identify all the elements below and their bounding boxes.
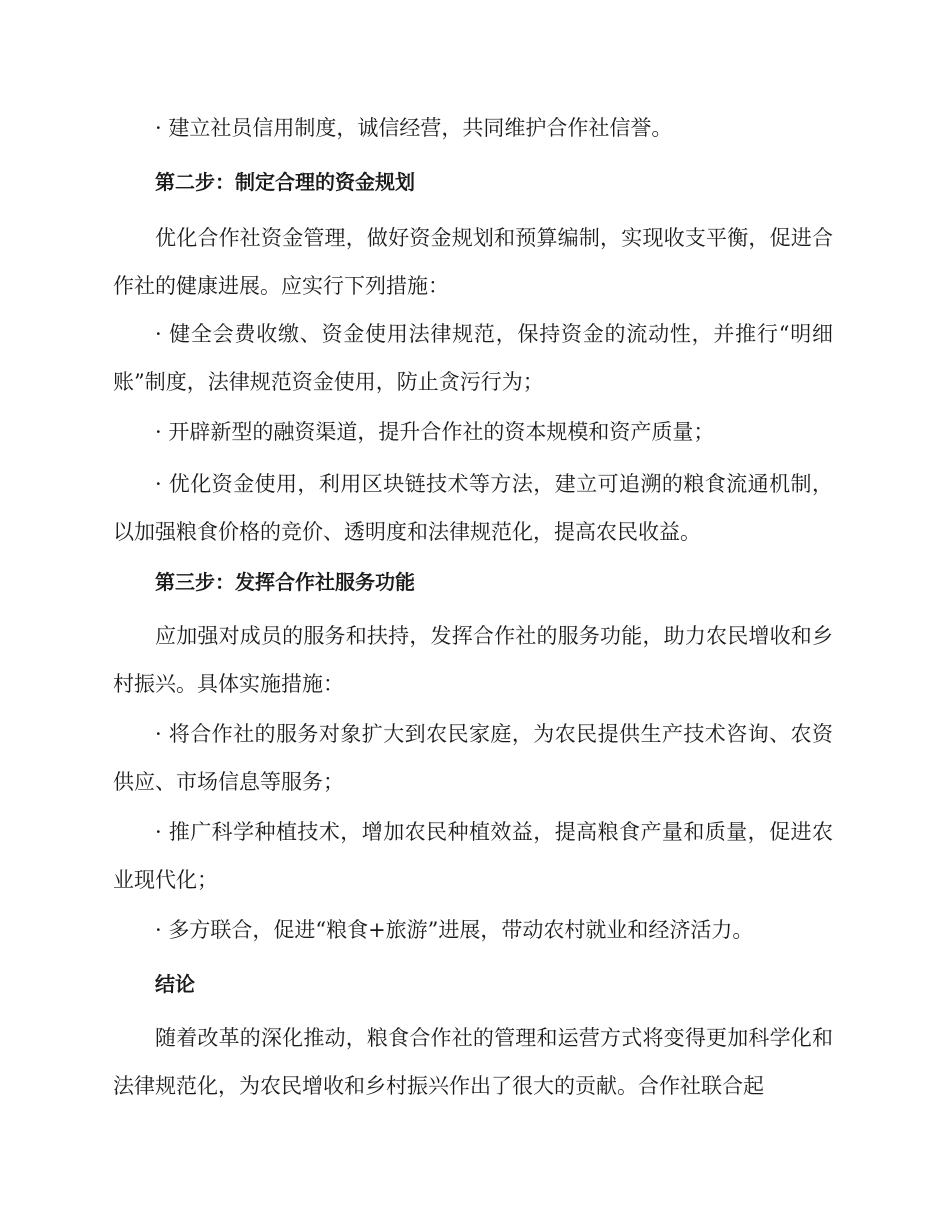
bullet-credit-system: · 建立社员信用制度，诚信经营，共同维护合作社信誉。 <box>155 116 673 140</box>
paragraph-service-function: 应加强对成员的服务和扶持，发挥合作社的服务功能，助力农民增收和乡村振兴。具体实施措施： <box>113 624 833 696</box>
paragraph-conclusion: 随着改革的深化推动，粮食合作社的管理和运营方式将变得更加科学化和法律规范化，为农民增收和乡村振兴作出了很大的贡献。合作社联合起 <box>113 1026 833 1098</box>
bullet-blockchain: · 优化资金使用，利用区块链技术等方法，建立可追溯的粮食流通机制，以加强粮食价格的竞价、透明度和法律规范化，提高农民收益。 <box>113 472 833 544</box>
bullet-fee-collection: · 健全会费收缴、资金使用法律规范，保持资金的流动性，并推行“明细账”制度，法律规范资金使用，防止贪污行为； <box>113 322 833 394</box>
bullet-planting-technology: · 推广科学种植技术，增加农民种植效益，提高粮食产量和质量，促进农业现代化； <box>113 820 833 892</box>
bullet-financing-channels: · 开辟新型的融资渠道，提升合作社的资本规模和资产质量； <box>155 420 715 444</box>
heading-step-two: 第二步：制定合理的资金规划 <box>155 170 415 194</box>
paragraph-fund-management: 优化合作社资金管理，做好资金规划和预算编制，实现收支平衡，促进合作社的健康进展。应实行下列措施： <box>113 226 833 298</box>
heading-step-three: 第三步：发挥合作社服务功能 <box>155 570 415 594</box>
bullet-family-services: · 将合作社的服务对象扩大到农民家庭，为农民提供生产技术咨询、农资供应、市场信息等服务； <box>113 722 833 794</box>
bullet-grain-tourism: · 多方联合，促进“粮食+旅游”进展，带动农村就业和经济活力。 <box>155 918 754 942</box>
heading-conclusion: 结论 <box>155 972 195 996</box>
